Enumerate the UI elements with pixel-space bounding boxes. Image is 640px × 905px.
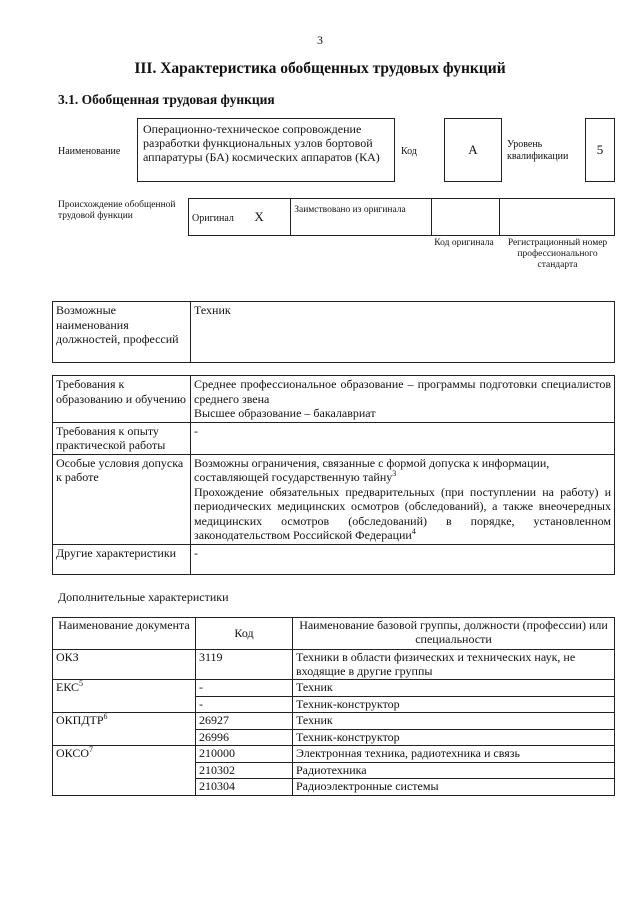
table-row — [53, 680, 615, 697]
doc-okso-label: ОКСО — [56, 746, 90, 760]
req-education-line-1: Среднее профессиональное образование – программы подготовки специалистов среднего звена — [194, 377, 611, 406]
req-experience-value: - — [191, 422, 615, 454]
doc-eks — [53, 680, 196, 713]
code-label: Код — [401, 146, 417, 157]
doc-okpdtr-label: ОКПДТР — [56, 713, 104, 727]
code-cell: 210000 — [196, 746, 293, 763]
footnote-3: 3 — [392, 469, 397, 478]
code-cell: 26927 — [196, 713, 293, 730]
footnote-6: 6 — [103, 712, 108, 721]
table-row — [53, 713, 615, 730]
name-cell: Техник-конструктор — [293, 696, 615, 713]
req-conditions-line-1: Возможны ограничения, связанные с формой допуска к информации, составляющей государственную тайну — [194, 455, 550, 484]
doc-okpdtr — [53, 713, 196, 746]
code-original-caption: Код оригинала — [434, 238, 494, 248]
level-value: 5 — [596, 142, 604, 157]
section-title: III. Характеристика обобщенных трудовых функций — [134, 60, 506, 77]
additional-title: Дополнительные характеристики — [58, 590, 229, 604]
code-cell: 26996 — [196, 729, 293, 746]
name-label: Наименование — [58, 146, 121, 157]
name-cell: Техник — [293, 713, 615, 730]
origin-original-cell — [189, 199, 291, 236]
name-cell: Радиоэлектронные системы — [293, 779, 615, 796]
req-experience-label: Требования к опыту практической работы — [53, 422, 191, 454]
req-conditions-line-2: Прохождение обязательных предварительных (при поступлении на работу) и периодических медицинских осмотров (обследований), а также внеочередных медицинских осмотров (обследований) в порядке, установленном законодательством Российской Федерации — [194, 484, 611, 542]
reg-number-caption: Регистрационный номер профессионального стандарта — [507, 238, 608, 270]
req-row-education — [53, 376, 615, 423]
doc-okz — [53, 650, 196, 680]
level-box — [585, 118, 615, 182]
additional-header-row — [53, 618, 615, 650]
req-row-other — [53, 544, 615, 574]
name-cell: Техники в области физических и технических наук, не входящие в другие группы — [293, 650, 615, 680]
function-name-value: Операционно-техническое сопровождение разработки функциональных узлов бортовой аппаратуры (БА) космических аппаратов (КА) — [143, 122, 380, 164]
req-education-line-2: Высшее образование – бакалавриат — [194, 406, 376, 420]
code-cell: - — [196, 696, 293, 713]
function-name-box — [137, 118, 395, 182]
footnote-7: 7 — [89, 745, 94, 754]
code-value: A — [468, 142, 478, 157]
level-label: Уровень квалификации — [507, 139, 569, 162]
subsection-title: 3.1. Обобщенная трудовая функция — [58, 92, 275, 107]
page-number: 3 — [317, 33, 323, 47]
footnote-5: 5 — [79, 679, 84, 688]
doc-okz-label: ОКЗ — [56, 650, 79, 664]
req-row-conditions — [53, 454, 615, 544]
code-cell: 210304 — [196, 779, 293, 796]
origin-code-cell — [431, 199, 499, 236]
origin-label: Происхождение обобщенной трудовой функции — [58, 200, 176, 221]
origin-borrowed-cell — [291, 199, 431, 236]
doc-eks-label: ЕКС — [56, 680, 80, 694]
req-conditions-value — [191, 454, 615, 544]
header-name: Наименование базовой группы, должности (профессии) или специальности — [293, 618, 615, 650]
origin-table — [188, 198, 615, 236]
requirements-table — [52, 375, 615, 575]
name-cell: Радиотехника — [293, 762, 615, 779]
doc-okso — [53, 746, 196, 796]
header-code: Код — [196, 618, 293, 650]
jobs-label: Возможные наименования должностей, профессий — [53, 302, 191, 363]
code-box — [444, 118, 502, 182]
req-education-value — [191, 376, 615, 423]
origin-borrowed-label: Заимствовано из оригинала — [294, 205, 406, 215]
req-row-experience — [53, 422, 615, 454]
table-row — [53, 746, 615, 763]
req-conditions-label: Особые условия допуска к работе — [53, 454, 191, 544]
name-cell: Техник — [293, 680, 615, 697]
jobs-value: Техник — [191, 302, 615, 363]
origin-original-mark: X — [254, 209, 264, 224]
additional-table — [52, 617, 615, 796]
req-education-label: Требования к образованию и обучению — [53, 376, 191, 423]
jobs-table — [52, 301, 615, 363]
name-cell: Техник-конструктор — [293, 729, 615, 746]
origin-reg-cell — [499, 199, 614, 236]
header-document: Наименование документа — [53, 618, 196, 650]
code-cell: - — [196, 680, 293, 697]
req-other-value: - — [191, 544, 615, 574]
name-cell: Электронная техника, радиотехника и связь — [293, 746, 615, 763]
req-other-label: Другие характеристики — [53, 544, 191, 574]
code-cell: 3119 — [196, 650, 293, 680]
footnote-4: 4 — [411, 527, 416, 536]
code-cell: 210302 — [196, 762, 293, 779]
table-row — [53, 650, 615, 680]
origin-original-label: Оригинал — [192, 213, 234, 224]
